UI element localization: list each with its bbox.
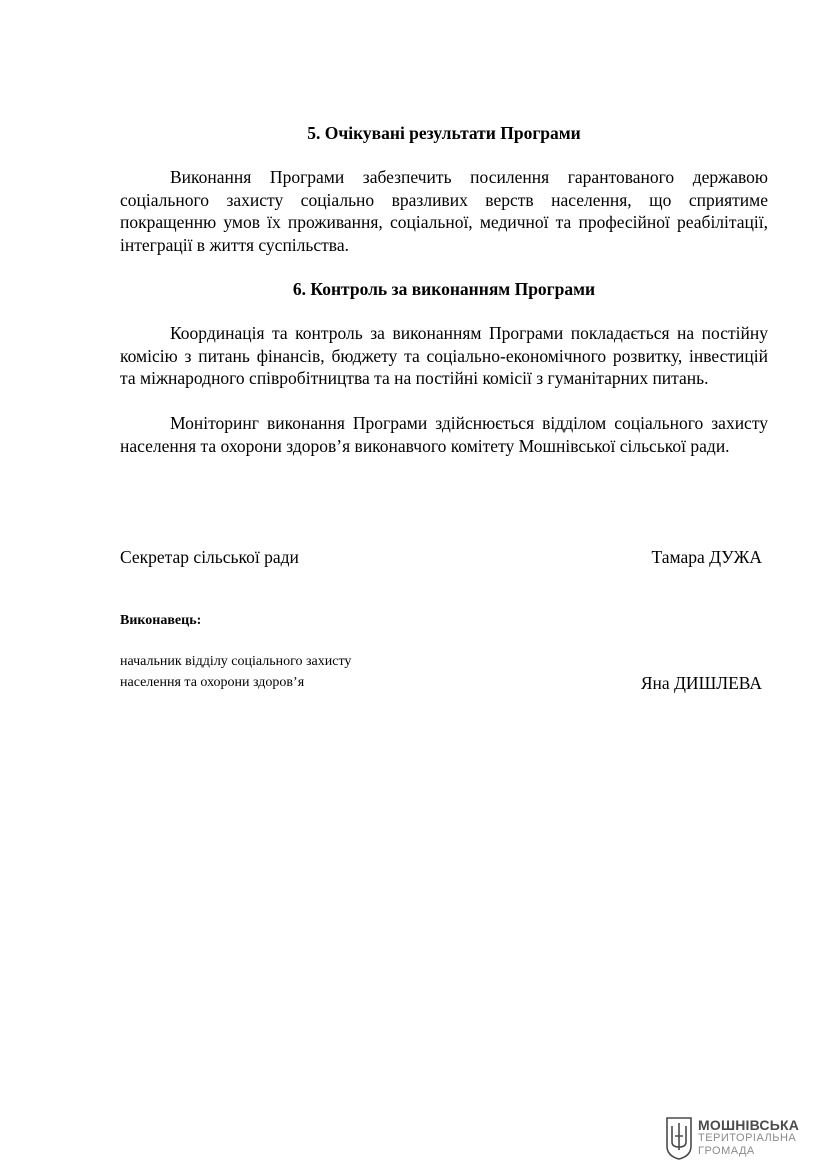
executor-position-line-2: населення та охорони здоров’я bbox=[120, 675, 305, 690]
secretary-signature-row bbox=[120, 546, 762, 568]
logo-subtitle-1: ТЕРИТОРІАЛЬНА bbox=[698, 1131, 797, 1144]
logo-subtitle-2: ГРОМАДА bbox=[698, 1144, 755, 1157]
section-5-paragraph: Виконання Програми забезпечить посилення гарантованого державою соціального захисту соціально вразливих верств населення, що сприятиме покращенню умов їх проживання, соціальної, медичної та професійної реабілітації, інтеграції в життя суспільства. bbox=[120, 167, 768, 255]
executor-name: Яна ДИШЛЕВА bbox=[640, 673, 762, 693]
secretary-name: Тамара ДУЖА bbox=[651, 547, 762, 567]
executor-label: Виконавець: bbox=[120, 613, 202, 628]
logo-title: МОШНІВСЬКА bbox=[698, 1116, 800, 1133]
community-logo bbox=[666, 1114, 811, 1162]
logo-text bbox=[698, 1116, 800, 1158]
section-6-heading: 6. Контроль за виконанням Програми bbox=[292, 279, 596, 299]
executor-position-line-1: начальник відділу соціального захисту bbox=[120, 654, 352, 669]
secretary-position: Секретар сільської ради bbox=[120, 547, 299, 567]
section-6-paragraph-1: Координація та контроль за виконанням Програми покладається на постійну комісію з питань фінансів, бюджету та соціально-економічного розвитку, інвестицій та міжнародного співробітництва та на постійні комісії з гуманітарних питань. bbox=[120, 323, 768, 388]
section-6-paragraph-2: Моніторинг виконання Програми здійснюється відділом соціального захисту населення та охорони здоров’я виконавчого комітету Мошнівської сільської ради. bbox=[120, 413, 768, 456]
section-5-heading: 5. Очікувані результати Програми bbox=[307, 123, 581, 143]
trident-emblem-icon bbox=[666, 1116, 692, 1160]
